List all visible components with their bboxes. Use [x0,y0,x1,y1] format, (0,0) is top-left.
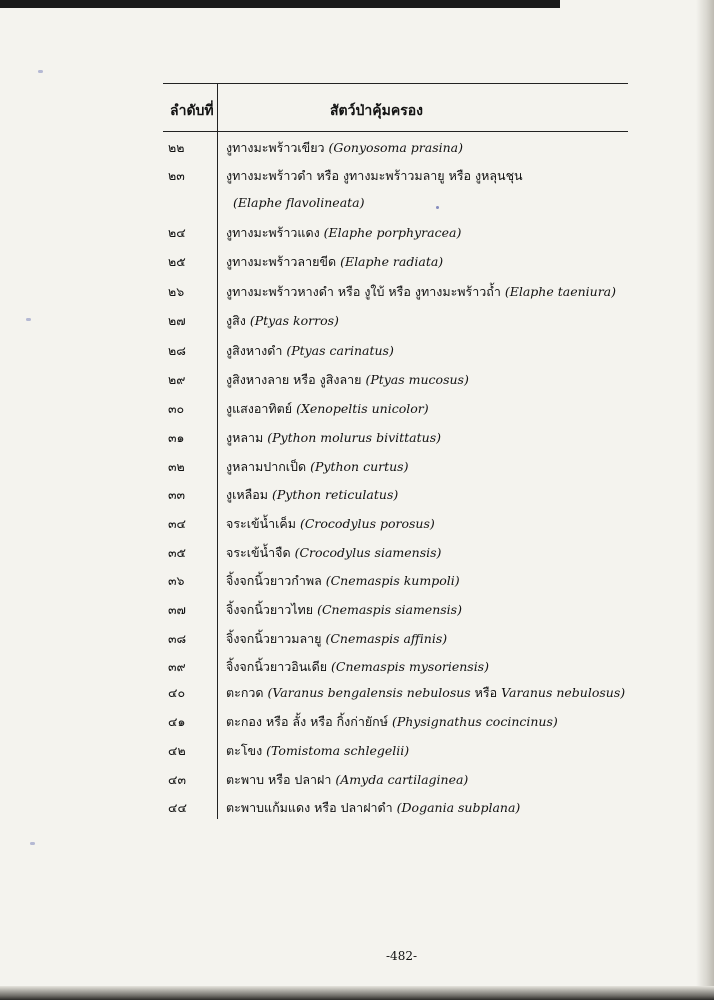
table-row [0,741,714,767]
thai-name: ตะกอง หรือ ลั้ง หรือ กิ้งก่ายักษ์ [226,714,392,729]
table-row [0,712,714,738]
scientific-name: (Cnemaspis mysoriensis) [331,659,489,674]
species-name [226,571,460,591]
scientific-name: (Varanus bengalensis nebulosus [267,685,475,700]
table-row [0,399,714,425]
species-name [226,282,616,302]
thai-name: งูหลามปากเป็ด [226,459,311,474]
row-number: ๔๓ [168,772,187,787]
table-top-rule [163,83,628,84]
row-number: ๓๖ [168,573,185,588]
thai-name: งูทางมะพร้าวหางดำ หรือ งูใบ้ หรือ งูทางมะพร้าวถ้ำ [226,284,505,299]
thai-name: จิ้งจกนิ้วยาวไทย [226,602,318,617]
thai-name: งูหลาม [226,430,268,445]
page-number: -482- [386,949,418,963]
table-row [0,428,714,454]
scientific-name: (Crocodylus porosus) [299,516,435,531]
table-row [0,683,714,709]
table-row [0,341,714,367]
scientific-name: (Ptyas mucosus) [365,372,469,387]
species-name [226,223,461,243]
thai-name: งูสิงหางดำ [226,343,287,358]
table-row [0,514,714,540]
thai-conjunction: หรือ [474,685,502,700]
species-name [226,629,447,649]
species-name [226,543,441,563]
scientific-name: (Tomistoma schlegelii) [266,743,410,758]
thai-name: งูแสงอาทิตย์ [226,401,297,416]
thai-name: ตะกวด [226,685,268,700]
row-number: ๓๐ [168,401,185,416]
species-name [226,770,468,790]
row-number: ๓๑ [168,430,185,445]
scientific-name: (Gonyosoma prasina) [328,140,464,155]
thai-name: จิ้งจกนิ้วยาวมลายู [226,631,326,646]
row-number: ๒๕ [168,254,186,269]
scientific-name: (Python molurus bivittatus) [267,430,441,445]
row-number: ๒๘ [168,343,186,358]
table-row [0,457,714,483]
thai-name: งูสิง [226,313,250,328]
row-number: ๓๘ [168,631,187,646]
thai-name: งูทางมะพร้าวแดง [226,225,324,240]
table-row [0,571,714,597]
species-name [226,166,523,186]
table-row [0,282,714,308]
thai-name: จิ้งจกนิ้วยาวกำพล [226,573,326,588]
thai-name: จระเข้น้ำจืด [226,545,295,560]
thai-name: ตะพาบ หรือ ปลาฝา [226,772,336,787]
scientific-name: (Elaphe radiata) [340,254,444,269]
row-number: ๒๗ [168,313,186,328]
table-row [0,600,714,626]
table-row [0,657,714,683]
table-row [0,195,714,221]
page-bottom-shadow [0,986,714,1000]
scientific-name: (Elaphe porphyracea) [323,225,462,240]
scientific-name: (Elaphe flavolineata) [233,195,365,210]
row-number: ๒๔ [168,225,186,240]
scientific-name: (Physignathus cocincinus) [391,714,558,729]
row-number: ๔๐ [168,685,186,700]
scientific-name: (Amyda cartilaginea) [335,772,469,787]
species-name [226,341,394,361]
species-name [226,683,625,703]
row-number: ๓๓ [168,487,186,502]
row-number: ๒๓ [168,168,185,183]
species-name [226,457,408,477]
species-name [226,428,441,448]
table-row [0,166,714,192]
species-name [226,657,489,677]
row-number: ๔๒ [168,743,186,758]
row-number: ๓๒ [168,459,185,474]
row-number: ๓๕ [168,545,187,560]
species-name [226,370,469,390]
scan-speck [30,842,35,845]
table-row [0,629,714,655]
scientific-name: (Cnemaspis kumpoli) [325,573,460,588]
table-row [0,770,714,796]
row-number: ๓๙ [168,659,186,674]
scientific-name: (Crocodylus siamensis) [294,545,442,560]
thai-name: งูทางมะพร้าวดำ หรือ งูทางมะพร้าวมลายู หรือ งูหลุนชุน [226,168,523,183]
column-header-species: สัตว์ป่าคุ้มครอง [330,103,423,119]
table-row [0,311,714,337]
thai-name: งูทางมะพร้าวเขียว [226,140,329,155]
thai-name: งูเหลือม [226,487,272,502]
species-name [226,741,409,761]
row-number: ๔๑ [168,714,186,729]
table-row [0,485,714,511]
species-name [226,514,435,534]
scientific-name-alt: Varanus nebulosus) [501,685,626,700]
scan-speck [38,70,43,73]
scientific-name: (Dogania subplana) [396,800,521,815]
row-number: ๔๔ [168,800,187,815]
scientific-name: (Cnemaspis affinis) [325,631,448,646]
column-header-number: ลำดับที่ [170,103,214,119]
scientific-name: (Ptyas carinatus) [286,343,394,358]
top-scan-border [0,0,560,8]
species-name [226,485,398,505]
scientific-name: (Ptyas korros) [249,313,339,328]
scientific-name: (Cnemaspis siamensis) [317,602,462,617]
species-name [226,252,443,272]
table-row [0,370,714,396]
table-header-rule [163,131,628,132]
species-name [226,138,463,158]
table-row [0,252,714,278]
species-name [226,712,558,732]
table-row [0,798,714,824]
scientific-name: (Elaphe taeniura) [504,284,616,299]
table-row [0,543,714,569]
row-number: ๒๙ [168,372,186,387]
scientific-name: (Python reticulatus) [272,487,399,502]
row-number: ๒๖ [168,284,185,299]
thai-name: จิ้งจกนิ้วยาวอินเดีย [226,659,331,674]
species-name [226,399,429,419]
thai-name: งูทางมะพร้าวลายขีด [226,254,341,269]
thai-name: จระเข้น้ำเค็ม [226,516,300,531]
table-row [0,138,714,164]
species-name [226,600,462,620]
thai-name: ตะโขง [226,743,267,758]
row-number: ๓๔ [168,516,187,531]
species-name [226,798,520,818]
scientific-name: (Xenopeltis unicolor) [296,401,429,416]
species-name [233,195,365,210]
row-number: ๒๒ [168,140,185,155]
species-name [226,311,339,331]
thai-name: ตะพาบแก้มแดง หรือ ปลาฝาดำ [226,800,397,815]
row-number: ๓๗ [168,602,186,617]
table-row [0,223,714,249]
scientific-name: (Python curtus) [310,459,409,474]
thai-name: งูสิงหางลาย หรือ งูสิงลาย [226,372,366,387]
